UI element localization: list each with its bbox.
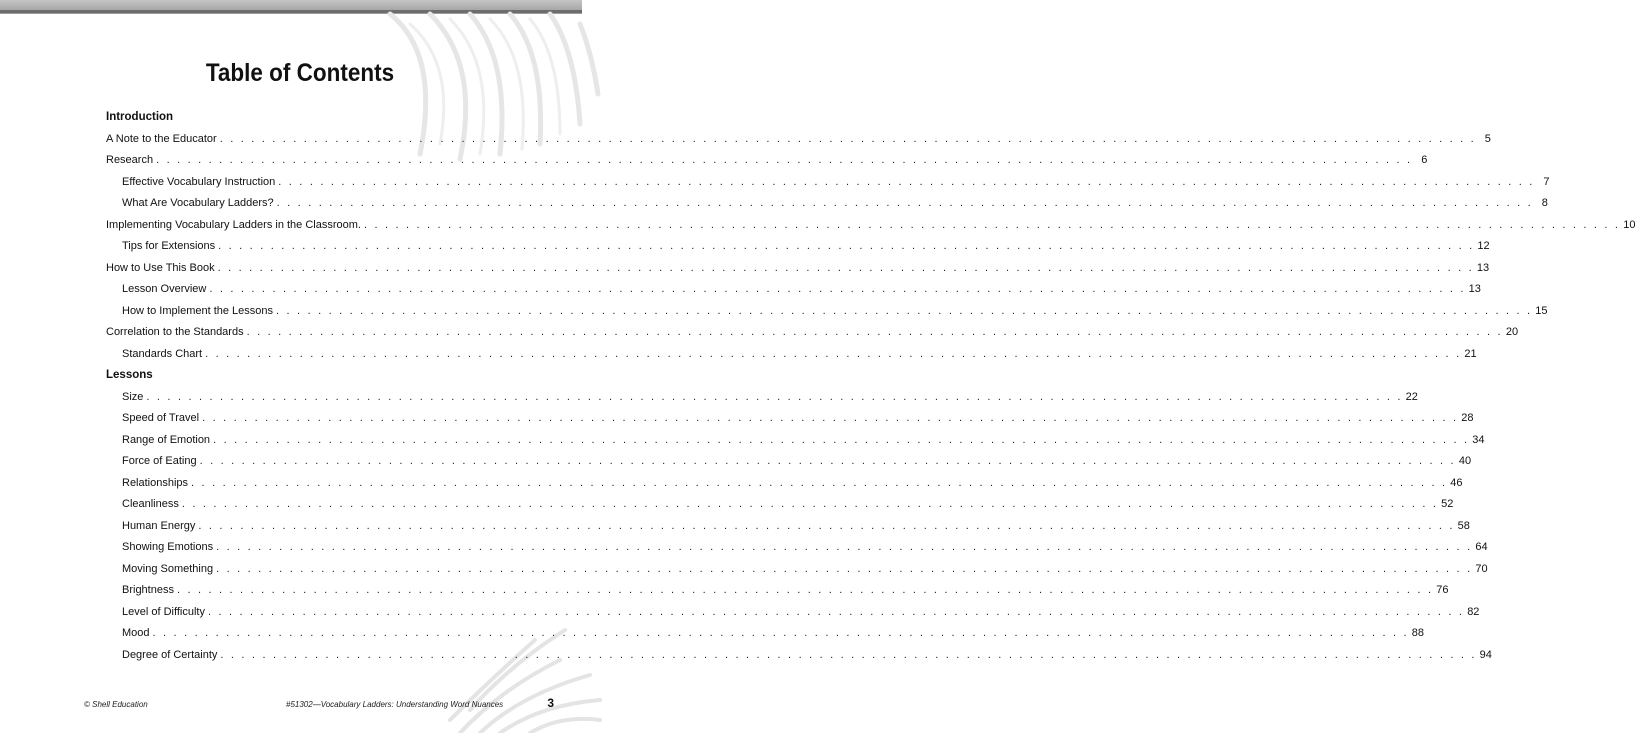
dot-leader: . . . . . . . . . . . . . . . . . . . . . . . . . . . . . . . . . . . . . . . . . . . . . . . . . . . . . . . . . . . . . . . . . . . . . . . . . . . . . . . . . . . . . . . . . . . . . . . . . . . . . . . . . . . . . . . . . . . . . . . .: [181, 498, 1439, 510]
toc-entry-page: 21: [1464, 347, 1477, 360]
toc-entry: [106, 451, 1472, 473]
toc-entry-page: 12: [1477, 240, 1490, 252]
toc-entry: [106, 322, 1519, 344]
dot-leader: . . . . . . . . . . . . . . . . . . . . . . . . . . . . . . . . . . . . . . . . . . . . . . . . . . . . . . . . . . . . . . . . . . . . . . . . . . . . . . . . . . . . . . . . . . . . . . . . . . . . . . . . . . . . . . . . . . . . . . . .: [213, 433, 1470, 446]
toc-entry-page: 28: [1461, 412, 1474, 424]
dot-leader: . . . . . . . . . . . . . . . . . . . . . . . . . . . . . . . . . . . . . . . . . . . . . . . . . . . . . . . . . . . . . . . . . . . . . . . . . . . . . . . . . . . . . . . . . . . . . . . . . . . . . . . . . . . . . . . . . . . . . . . .: [216, 541, 1473, 553]
dot-leader: . . . . . . . . . . . . . . . . . . . . . . . . . . . . . . . . . . . . . . . . . . . . . . . . . . . . . . . . . . . . . . . . . . . . . . . . . . . . . . . . . . . . . . . . . . . . . . . . . . . . . . . . . . . . . . . . . . . . . . . .: [276, 304, 1533, 317]
toc-entry-page: 6: [1421, 154, 1428, 166]
toc-entry-page: 7: [1543, 175, 1550, 188]
toc-entry-label: Correlation to the Standards: [106, 326, 244, 338]
toc-entry: [106, 258, 1490, 280]
toc-entry-label: Degree of Certainty: [122, 648, 218, 661]
top-border-bar: [0, 0, 582, 14]
dot-leader: . . . . . . . . . . . . . . . . . . . . . . . . . . . . . . . . . . . . . . . . . . . . . . . . . . . . . . . . . . . . . . . . . . . . . . . . . . . . . . . . . . . . . . . . . . . . . . . . . . . . . . . . . . . . . . . . . . . . . . . .: [219, 132, 1476, 145]
toc-entry-page: 64: [1475, 541, 1488, 553]
toc-entry-label: Cleanliness: [122, 498, 179, 510]
dot-leader: . . . . . . . . . . . . . . . . . . . . . . . . . . . . . . . . . . . . . . . . . . . . . . . . . . . . . . . . . . . . . . . . . . . . . . . . . . . . . . . . . . . . . . . . . . . . . . . . . . . . . . . . . . . . . . . . . . . . . . . .: [246, 326, 1503, 338]
dot-leader: . . . . . . . . . . . . . . . . . . . . . . . . . . . . . . . . . . . . . . . . . . . . . . . . . . . . . . . . . . . . . . . . . . . . . . . . . . . . . . . . . . . . . . . . . . . . . . . . . . . . . . . . . . . . . . . . . . . . . . . .: [152, 627, 1409, 639]
dot-leader: . . . . . . . . . . . . . . . . . . . . . . . . . . . . . . . . . . . . . . . . . . . . . . . . . . . . . . . . . . . . . . . . . . . . . . . . . . . . . . . . . . . . . . . . . . . . . . . . . . . . . . . . . . . . . . . . . . . . . . . .: [207, 605, 1465, 618]
toc-entry: [106, 430, 1485, 452]
toc-entry: [106, 602, 1480, 624]
toc-entry-label: Showing Emotions: [122, 541, 214, 553]
toc-entry-page: 46: [1450, 476, 1463, 489]
toc-entry: [106, 580, 1449, 602]
toc-entry-page: 15: [1535, 304, 1548, 317]
toc-entry-label: Implementing Vocabulary Ladders in the Classroom.: [106, 218, 361, 231]
toc-entry-page: 88: [1411, 627, 1425, 639]
toc-entry: [106, 215, 1635, 237]
toc-entry-label: Level of Difficulty: [122, 605, 205, 618]
dot-leader: . . . . . . . . . . . . . . . . . . . . . . . . . . . . . . . . . . . . . . . . . . . . . . . . . . . . . . . . . . . . . . . . . . . . . . . . . . . . . . . . . . . . . . . . . . . . . . . . . . . . . . . . . . . . . . . . . . . . . . . .: [278, 175, 1535, 188]
toc-entry: [106, 516, 1470, 538]
toc-entry-label: Speed of Travel: [122, 412, 200, 424]
dot-leader: . . . . . . . . . . . . . . . . . . . . . . . . . . . . . . . . . . . . . . . . . . . . . . . . . . . . . . . . . . . . . . . . . . . . . . . . . . . . . . . . . . . . . . . . . . . . . . . . . . . . . . . . . . . . . . . . . . . . . . . .: [218, 240, 1475, 252]
toc-entry-label: How to Implement the Lessons: [122, 304, 274, 317]
toc-entry-page: 10: [1623, 218, 1635, 231]
toc-entry-page: 76: [1436, 584, 1449, 596]
toc-entry-label: Moving Something: [122, 562, 214, 575]
dot-leader: . . . . . . . . . . . . . . . . . . . . . . . . . . . . . . . . . . . . . . . . . . . . . . . . . . . . . . . . . . . . . . . . . . . . . . . . . . . . . . . . . . . . . . . . . . . . . . . . . . . . . . . . . . . . . . . . . . . . . . . .: [191, 476, 1448, 489]
section-heading: Lessons: [106, 369, 153, 381]
table-of-contents: [106, 107, 1635, 666]
toc-entry-page: 8: [1541, 197, 1548, 209]
toc-entry-label: Force of Eating: [122, 455, 197, 467]
toc-entry: [106, 408, 1474, 430]
dot-leader: . . . . . . . . . . . . . . . . . . . . . . . . . . . . . . . . . . . . . . . . . . . . . . . . . . . . . . . . . . . . . . . . . . . . . . . . . . . . . . . . . . . . . . . . . . . . . . . . . . . . . . . . . . . . . . . . . . . . . . . .: [199, 455, 1456, 467]
toc-entry-page: 40: [1458, 455, 1472, 467]
toc-entry-label: Human Energy: [122, 519, 196, 532]
toc-entry: [106, 129, 1491, 151]
toc-entry: [106, 559, 1488, 581]
toc-entry-label: Tips for Extensions: [122, 240, 216, 252]
toc-entry: [106, 193, 1548, 215]
dot-leader: . . . . . . . . . . . . . . . . . . . . . . . . . . . . . . . . . . . . . . . . . . . . . . . . . . . . . . . . . . . . . . . . . . . . . . . . . . . . . . . . . . . . . . . . . . . . . . . . . . . . . . . . . . . . . . . . . . . . . . . .: [209, 283, 1466, 295]
toc-entry: [106, 172, 1550, 194]
toc-entry-page: 58: [1457, 519, 1470, 532]
toc-entry-page: 34: [1472, 433, 1485, 446]
toc-entry: [106, 494, 1454, 516]
dot-leader: . . . . . . . . . . . . . . . . . . . . . . . . . . . . . . . . . . . . . . . . . . . . . . . . . . . . . . . . . . . . . . . . . . . . . . . . . . . . . . . . . . . . . . . . . . . . . . . . . . . . . . . . . . . . . . . . . . . . . . . .: [202, 412, 1459, 424]
dot-leader: . . . . . . . . . . . . . . . . . . . . . . . . . . . . . . . . . . . . . . . . . . . . . . . . . . . . . . . . . . . . . . . . . . . . . . . . . . . . . . . . . . . . . . . . . . . . . . . . . . . . . . . . . . . . . . . . . . . . . . . .: [276, 197, 1533, 209]
toc-entry-page: 82: [1467, 605, 1480, 618]
toc-entry-label: What Are Vocabulary Ladders?: [122, 197, 274, 209]
toc-entry-label: A Note to the Educator: [106, 132, 217, 145]
toc-entry-label: Mood: [122, 627, 150, 639]
toc-entry: [106, 301, 1548, 323]
toc-entry: [106, 623, 1425, 645]
footer-publisher: © Shell Education: [84, 700, 148, 709]
toc-entry-page: 13: [1476, 261, 1490, 274]
dot-leader: . . . . . . . . . . . . . . . . . . . . . . . . . . . . . . . . . . . . . . . . . . . . . . . . . . . . . . . . . . . . . . . . . . . . . . . . . . . . . . . . . . . . . . . . . . . . . . . . . . . . . . . . . . . . . . . . . . . . . . . .: [156, 154, 1413, 166]
dot-leader: . . . . . . . . . . . . . . . . . . . . . . . . . . . . . . . . . . . . . . . . . . . . . . . . . . . . . . . . . . . . . . . . . . . . . . . . . . . . . . . . . . . . . . . . . . . . . . . . . . . . . . . . . . . . . . . . . . . . . . . .: [217, 261, 1474, 274]
top-border-stripe: [0, 10, 582, 13]
toc-entry-label: Effective Vocabulary Instruction: [122, 175, 276, 188]
toc-entry-page: 13: [1468, 283, 1481, 295]
toc-entry-label: Brightness: [122, 584, 174, 596]
toc-entry-page: 52: [1441, 498, 1454, 510]
toc-entry-page: 94: [1479, 648, 1492, 661]
toc-entry-label: Standards Chart: [122, 347, 203, 360]
toc-entry: [106, 387, 1418, 409]
toc-entry-label: How to Use This Book: [106, 261, 215, 274]
toc-entry-label: Size: [122, 390, 144, 403]
dot-leader: . . . . . . . . . . . . . . . . . . . . . . . . . . . . . . . . . . . . . . . . . . . . . . . . . . . . . . . . . . . . . . . . . . . . . . . . . . . . . . . . . . . . . . . . . . . . . . . . . . . . . . . . . . . . . . . . . . . . . . . .: [146, 390, 1403, 403]
footer-book-title: #51302—Vocabulary Ladders: Understanding Word Nuances: [286, 700, 504, 709]
page-number: 3: [547, 696, 554, 710]
toc-entry-label: Range of Emotion: [122, 433, 211, 446]
toc-entry: [106, 645, 1492, 667]
toc-entry-page: 70: [1475, 562, 1488, 575]
toc-entry: [106, 150, 1428, 172]
toc-entry-label: Research: [106, 154, 154, 166]
dot-leader: . . . . . . . . . . . . . . . . . . . . . . . . . . . . . . . . . . . . . . . . . . . . . . . . . . . . . . . . . . . . . . . . . . . . . . . . . . . . . . . . . . . . . . . . . . . . . . . . . . . . . . . . . . . . . . . . . . . . . . . .: [220, 648, 1477, 661]
section-heading: Introduction: [106, 111, 174, 123]
toc-entry: [106, 279, 1481, 301]
dot-leader: . . . . . . . . . . . . . . . . . . . . . . . . . . . . . . . . . . . . . . . . . . . . . . . . . . . . . . . . . . . . . . . . . . . . . . . . . . . . . . . . . . . . . . . . . . . . . . . . . . . . . . . . . . . . . . . . . . . . . . . .: [205, 347, 1462, 360]
toc-entry-label: Lesson Overview: [122, 283, 207, 295]
toc-entry: [106, 473, 1463, 495]
toc-entry-page: 20: [1505, 326, 1519, 338]
dot-leader: . . . . . . . . . . . . . . . . . . . . . . . . . . . . . . . . . . . . . . . . . . . . . . . . . . . . . . . . . . . . . . . . . . . . . . . . . . . . . . . . . . . . . . . . . . . . . . . . . . . . . . . . . . . . . . . . . . . . . . . .: [176, 584, 1434, 596]
toc-entry: [106, 236, 1490, 258]
toc-entry-page: 22: [1405, 390, 1418, 403]
toc-entry-page: 5: [1484, 132, 1491, 145]
toc-entry: [106, 537, 1488, 559]
dot-leader: . . . . . . . . . . . . . . . . . . . . . . . . . . . . . . . . . . . . . . . . . . . . . . . . . . . . . . . . . . . . . . . . . . . . . . . . . . . . . . . . . . . . . . . . . . . . . . . . . . . . . . . . . . . . . . . . . . . . . . . .: [216, 562, 1473, 575]
dot-leader: . . . . . . . . . . . . . . . . . . . . . . . . . . . . . . . . . . . . . . . . . . . . . . . . . . . . . . . . . . . . . . . . . . . . . . . . . . . . . . . . . . . . . . . . . . . . . . . . . . . . . . . . . . . . . . . . . . . . . . . .: [198, 519, 1455, 532]
dot-leader: . . . . . . . . . . . . . . . . . . . . . . . . . . . . . . . . . . . . . . . . . . . . . . . . . . . . . . . . . . . . . . . . . . . . . . . . . . . . . . . . . . . . . . . . . . . . . . . . . . . . . . . . . . . . . . . . . . . . . . . .: [363, 218, 1621, 231]
toc-entry-label: Relationships: [122, 476, 189, 489]
page-title: Table of Contents: [205, 59, 395, 87]
toc-entry: [106, 344, 1477, 366]
